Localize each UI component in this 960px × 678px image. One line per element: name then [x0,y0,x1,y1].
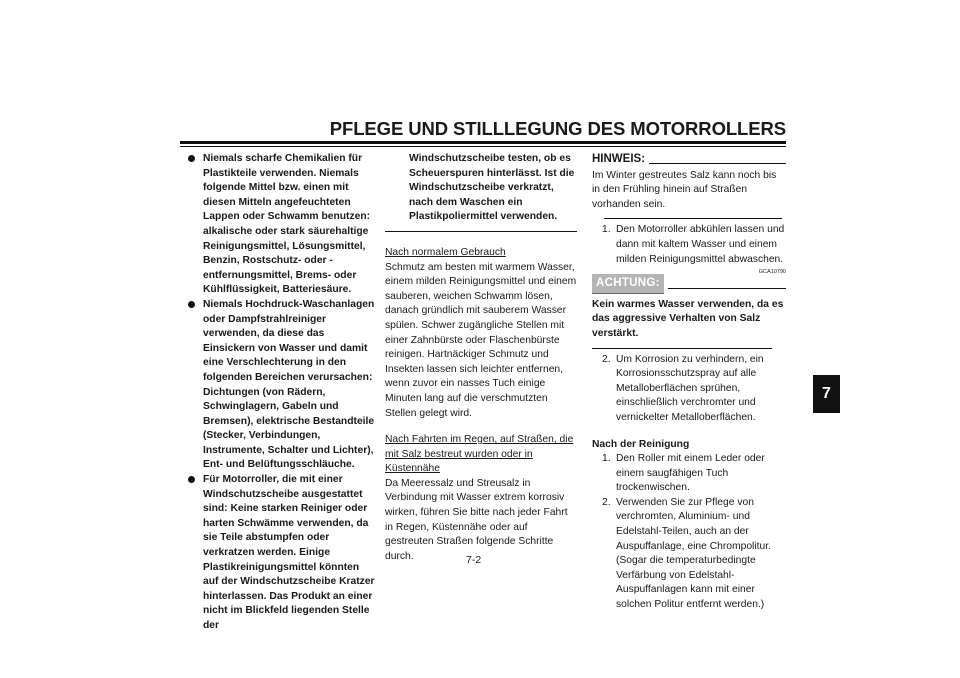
left-column [186,152,376,634]
after-step-2-text: Verwenden Sie zur Pflege von verchromten, Aluminium- und Edelstahl-Teilen, auch an der Auspuffanlage, eine Chrompolitur. (Sogar die temperaturbedingte Verfärbung von Edelstahl-Auspuffanlagen kann mit einer solchen Politur entfernt werden.) [616,496,771,611]
hinweis-end-rule [604,218,782,219]
page-number: 7-2 [466,554,482,566]
bullet-windshield: Für Motorroller, die mit einer Windschutzscheibe ausgestattet sind: Keine starken Reiniger oder harten Schwämme verwenden, da sie Teile abstumpfen oder verkratzen werden. Einige Plastikreinigungsmittel könnten auf der Windschutzscheibe Kratzer hinterlassen. Das Produkt an einer nicht im Blickfeld liegenden Stelle der [186,473,376,634]
achtung-label: ACHTUNG: [592,274,664,294]
notice-end-rule [385,231,577,232]
after-step-2 [592,496,786,613]
after-step-1-text: Den Roller mit einem Leder oder einem saugfähigen Tuch trockenwischen. [616,453,765,494]
hinweis-text: Im Winter gestreutes Salz kann noch bis in den Frühling hinein auf Straßen vorhanden sein. [592,169,777,210]
header-rule-thin [180,146,786,147]
hinweis-header [592,152,786,167]
page-title: PFLEGE UND STILLLEGUNG DES MOTORROLLERS [329,118,786,139]
step-1-text: Den Motorroller abkühlen lassen und dann mit kaltem Wasser und einem milden Reinigungsmittel abwaschen. [616,224,785,265]
step-2-number: 2. [602,353,611,365]
step-1 [592,223,786,267]
chapter-tab: 7 [813,375,840,413]
achtung-end-rule [592,348,772,349]
after-cleaning-heading: Nach der Reinigung [592,438,690,450]
step-1-number: 1. [602,224,611,236]
bullet-chemicals: Niemals scharfe Chemikalien für Plastikteile verwenden. Niemals folgende Mittel bzw. einen mit diesen Mitteln angefeuchteten Lappen oder Schwamm benutzen: alkalische oder stark säurehaltige Reinigungsmittel, Lösungsmittel, Benzin, Rostschutz- oder -entfernungsmittel, Brems- oder Kühlflüssigkeit, Batteriesäure. [186,152,376,298]
step-2-text: Um Korrosion zu verhindern, ein Korrosionsschutzspray auf alle Metalloberflächen sprühen, einschließlich verchromter und vernickelter Metalloberflächen. [616,353,764,423]
after-step-1 [592,452,786,496]
step-2 [592,353,786,426]
caution-code: GCA10790 [758,269,786,276]
achtung-rule [668,288,786,289]
after-step-1-number: 1. [602,453,611,465]
hinweis-label: HINWEIS: [592,153,646,165]
header-rule-thick [180,141,786,144]
hinweis-rule [649,163,786,164]
achtung-text: Kein warmes Wasser verwenden, da es das aggressive Verhalten von Salz verstärkt. [592,298,784,339]
after-step-2-number: 2. [602,496,611,508]
windshield-continuation: Windschutzscheibe testen, ob es Scheuerspuren hinterlässt. Ist die Windschutzscheibe verkratzt, nach dem Waschen ein Plastikpoliermittel verwenden. [409,153,575,223]
middle-column [385,152,577,576]
section-text-rain-salt: Da Meeressalz und Streusalz in Verbindung mit Wasser extrem korrosiv wirken, führen Sie bitte nach jeder Fahrt in Regen, Küstennähe oder auf gestreuten Straßen folgende Schritte durch. [385,477,568,562]
bullet-high-pressure: Niemals Hochdruck-Waschanlagen oder Dampfstrahlreiniger verwenden, da diese das Einsickern von Wasser und damit eine Verschlechterung in den folgenden Bereichen verursachen: Dichtungen (von Rädern, Schwinglagern, Gabeln und Bremsen), elektrische Bestandteile (Stecker, Verbindungen, Instrumente, Schalter und Lichter), Ent- und Belüftungsschläuche. [186,298,376,473]
achtung-header [592,274,786,294]
right-column [592,152,786,613]
section-heading-rain-salt: Nach Fahrten im Regen, auf Straßen, die mit Salz bestreut wurden oder in Küstennähe [385,434,574,475]
section-text-normal-use: Schmutz am besten mit warmem Wasser, einem milden Reinigungsmittel und einem sauberen, weichen Schwamm lösen, danach gründlich mit sauberem Wasser spülen. Schwer zugängliche Stellen mit einer Zahnbürste oder Flaschenbürste reinigen. Hartnäckiger Schmutz und Insekten lassen sich leichter entfernen, wenn zuvor ein nasses Tuch einige Minuten lang auf die verschmutzten Stellen gelegt wird. [385,261,577,419]
section-heading-normal-use: Nach normalem Gebrauch [385,246,506,258]
